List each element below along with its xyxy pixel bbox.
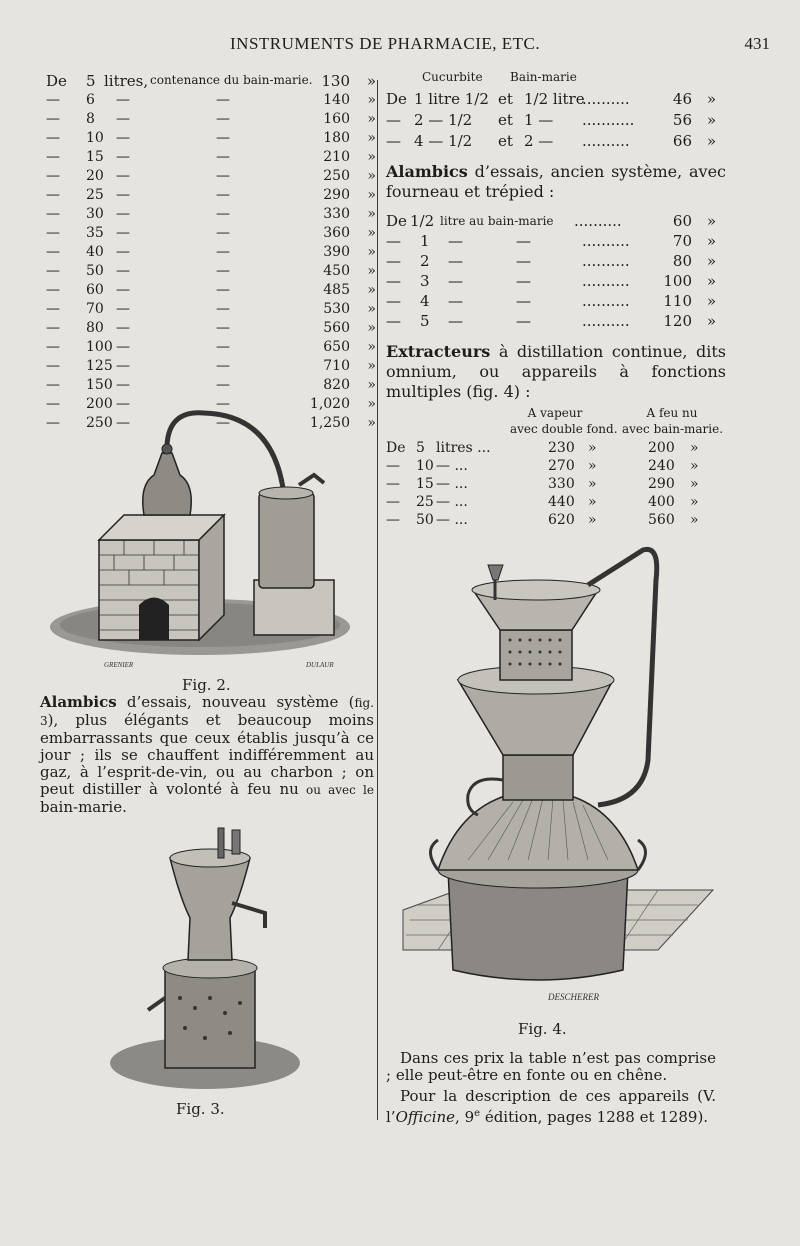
row-price: 160 <box>323 111 350 127</box>
fig4-signature: DESCHERER <box>548 992 599 1002</box>
row-et: et <box>498 111 513 129</box>
row-prefix: — <box>386 512 400 528</box>
row-dash: — <box>46 206 60 222</box>
para-text: à feu nu <box>230 780 299 798</box>
row-litres: 250 <box>86 415 113 431</box>
extracteurs-row <box>386 512 720 532</box>
row-litres: 80 <box>86 320 104 336</box>
extracteurs-col2-header <box>622 405 722 437</box>
extracteurs-col1-header <box>510 405 618 437</box>
row-num: 2 <box>420 252 430 270</box>
row-dash: — <box>116 168 130 184</box>
fig4-caption: Fig. 4. <box>518 1020 567 1038</box>
left-table-row <box>46 282 376 302</box>
row-dash: — <box>216 149 230 165</box>
row-label: — ... <box>436 494 468 510</box>
fig4-illustration <box>398 540 718 1010</box>
row-dash: — <box>46 301 60 317</box>
extracteurs-row <box>386 458 720 478</box>
left-table-first-row <box>46 72 376 90</box>
section-text: d’essais, ancien système, avec fourneau et trépied : <box>386 162 726 201</box>
row-price-feu-nu: 240 <box>648 458 675 474</box>
row-litres: 8 <box>86 111 95 127</box>
row-dash: — <box>46 396 60 412</box>
row-bain-marie: 1/2 litre <box>524 90 585 108</box>
row-num: 5 <box>420 312 430 330</box>
row-dash: — <box>216 168 230 184</box>
para-text: bain-marie. <box>40 798 127 816</box>
row-note: contenance du bain-marie. <box>150 73 313 87</box>
row-unit: » <box>690 440 699 456</box>
row-dash: — <box>46 130 60 146</box>
row-unit: » <box>367 282 376 298</box>
extracteurs-row <box>386 476 720 496</box>
fig2-signature-right: DULAUR <box>306 661 334 669</box>
row-et: et <box>498 90 513 108</box>
row-dash: — <box>448 272 463 290</box>
row-dash: — <box>216 130 230 146</box>
row-price: 710 <box>323 358 350 374</box>
closing-text: édition, pages 1288 et 1289). <box>480 1108 709 1126</box>
column-divider <box>377 80 378 1120</box>
row-dots: .......... <box>582 272 630 290</box>
book-title: Officine <box>395 1108 456 1126</box>
row-unit: » <box>588 440 597 456</box>
row-unit: » <box>367 130 376 146</box>
running-head <box>0 34 800 58</box>
row-dash: — <box>46 377 60 393</box>
fig2-signature-left: GRENIER <box>104 661 134 669</box>
row-litres: 25 <box>416 494 434 510</box>
row-litres: 15 <box>416 476 434 492</box>
row-price-vapeur: 230 <box>548 440 575 456</box>
left-table-row <box>46 301 376 321</box>
row-litres: 125 <box>86 358 113 374</box>
row-litres: 70 <box>86 301 104 317</box>
row-num: 1 <box>420 232 430 250</box>
row-prefix: — <box>386 476 400 492</box>
row-dash: — <box>216 282 230 298</box>
row-dash: — <box>216 92 230 108</box>
row-dash: — <box>46 339 60 355</box>
row-litres: 50 <box>86 263 104 279</box>
col-header-line: avec double fond. <box>510 422 618 436</box>
page-number: 431 <box>744 34 770 53</box>
row-dash: — <box>448 292 463 310</box>
closing-sup: e <box>474 1108 481 1119</box>
row-dash: — <box>116 92 130 108</box>
row-num: 4 <box>420 292 430 310</box>
row-unit: » <box>588 458 597 474</box>
row-price: 1,020 <box>309 396 350 412</box>
row-unit: » <box>367 244 376 260</box>
row-bain-marie: 2 — <box>524 132 554 150</box>
row-unit: » <box>367 377 376 393</box>
row-cucurbite: 2 — 1/2 <box>414 111 473 129</box>
row-price: 80 <box>672 252 692 270</box>
row-dash: — <box>516 272 531 290</box>
row-price-feu-nu: 200 <box>648 440 675 456</box>
row-price: 560 <box>323 320 350 336</box>
row-dash: — <box>46 415 60 431</box>
row-price-feu-nu: 560 <box>648 512 675 528</box>
para-text: ou avec le <box>298 783 374 797</box>
ancien-row <box>386 292 720 312</box>
row-dash: — <box>116 358 130 374</box>
closing-paragraph-2 <box>386 1088 716 1126</box>
row-unit: » <box>706 292 716 310</box>
row-dash: — <box>216 263 230 279</box>
closing-text: Dans ces prix la table n’est pas comprise ; elle peut-être en fonte ou en chêne. <box>386 1049 716 1084</box>
row-unit: » <box>367 111 376 127</box>
row-litres: 6 <box>86 92 95 108</box>
row-bain-marie: 1 — <box>524 111 554 129</box>
row-litres: 100 <box>86 339 113 355</box>
row-price: 530 <box>323 301 350 317</box>
closing-paragraph-1 <box>386 1050 716 1084</box>
row-dash: — <box>46 168 60 184</box>
left-table-row <box>46 130 376 150</box>
row-price-vapeur: 440 <box>548 494 575 510</box>
left-table-row <box>46 263 376 283</box>
ancien-row <box>386 232 720 252</box>
row-label: — ... <box>436 476 468 492</box>
row-price: 250 <box>323 168 350 184</box>
row-prefix: — <box>386 494 400 510</box>
row-price: 390 <box>323 244 350 260</box>
row-dash: — <box>216 225 230 241</box>
left-table-row <box>46 320 376 340</box>
row-price: 180 <box>323 130 350 146</box>
right-top-row <box>386 132 720 152</box>
row-dash: — <box>448 232 463 250</box>
row-litres: 30 <box>86 206 104 222</box>
row-dash: — <box>116 206 130 222</box>
row-litres: 5 <box>416 440 425 456</box>
figure-reference: fig. 3 <box>40 696 374 728</box>
row-price-vapeur: 330 <box>548 476 575 492</box>
header-cucurbite: Cucurbite <box>422 70 483 84</box>
row-num: 1/2 <box>410 212 435 230</box>
row-dash: — <box>386 312 401 330</box>
row-label: — ... <box>436 458 468 474</box>
row-unit: » <box>706 132 716 150</box>
row-litres: 200 <box>86 396 113 412</box>
row-litres: 50 <box>416 512 434 528</box>
row-dash: — <box>46 244 60 260</box>
row-prefix: De <box>46 72 67 90</box>
row-litres: 10 <box>86 130 104 146</box>
row-num: 3 <box>420 272 430 290</box>
row-dash: — <box>216 358 230 374</box>
row-unit: » <box>367 358 376 374</box>
row-dash: — <box>46 282 60 298</box>
ancien-first-row <box>386 212 720 232</box>
row-dash: — <box>46 358 60 374</box>
row-price: 1,250 <box>309 415 350 431</box>
row-price: 110 <box>663 292 692 310</box>
row-dots: .......... <box>582 252 630 270</box>
left-table-row <box>46 358 376 378</box>
row-price-vapeur: 270 <box>548 458 575 474</box>
row-dots: .......... <box>582 132 630 150</box>
row-dots: .......... <box>582 312 630 330</box>
row-unit: » <box>367 263 376 279</box>
row-dash: — <box>116 415 130 431</box>
left-table-row <box>46 149 376 169</box>
row-litres: 150 <box>86 377 113 393</box>
row-dots: .......... <box>574 212 622 230</box>
row-litres: 15 <box>86 149 104 165</box>
row-dash: — <box>116 301 130 317</box>
row-unit: » <box>690 458 699 474</box>
row-dash: — <box>216 320 230 336</box>
row-unit: » <box>367 206 376 222</box>
left-table-row <box>46 225 376 245</box>
left-table-row <box>46 187 376 207</box>
left-table-row <box>46 244 376 264</box>
fig3-caption: Fig. 3. <box>176 1100 225 1118</box>
term-extracteurs: Extracteurs <box>386 342 491 361</box>
row-dash: — <box>386 292 401 310</box>
term-alambics: Alambics <box>40 693 117 711</box>
row-dash: — <box>116 130 130 146</box>
row-dash: — <box>46 263 60 279</box>
closing-text: Pour la description de ces appareils (V. l’ <box>386 1087 716 1126</box>
row-unit: » <box>706 252 716 270</box>
ancien-row <box>386 312 720 332</box>
row-dots: .......... <box>582 90 630 108</box>
ancien-row <box>386 252 720 272</box>
col-header-line: A vapeur <box>527 406 583 420</box>
row-litres: 10 <box>416 458 434 474</box>
row-litres: 5 <box>86 72 96 90</box>
row-dash: — <box>46 111 60 127</box>
row-dash: — <box>116 187 130 203</box>
row-prefix: De <box>386 212 407 230</box>
row-dash: — <box>216 111 230 127</box>
row-prefix: — <box>386 132 401 150</box>
row-dash: — <box>116 149 130 165</box>
row-note: litre au bain-marie <box>440 214 554 228</box>
row-unit: » <box>366 72 376 90</box>
right-top-row <box>386 90 720 110</box>
row-price: 56 <box>672 111 692 129</box>
row-unit: » <box>690 512 699 528</box>
row-price: 360 <box>323 225 350 241</box>
row-price: 140 <box>323 92 350 108</box>
row-price: 290 <box>323 187 350 203</box>
row-dash: — <box>116 225 130 241</box>
header-bain-marie: Bain-marie <box>510 70 577 84</box>
row-price: 210 <box>323 149 350 165</box>
row-price: 60 <box>672 212 692 230</box>
left-table-row <box>46 339 376 359</box>
section-text: à distillation continue, dits omnium, ou appareils à fonctions multiples (fig. 4) : <box>386 342 726 401</box>
row-litres: 40 <box>86 244 104 260</box>
row-dash: — <box>386 252 401 270</box>
row-dash: — <box>448 252 463 270</box>
extracteurs-row <box>386 494 720 514</box>
row-dash: — <box>116 320 130 336</box>
running-head-title: INSTRUMENTS DE PHARMACIE, ETC. <box>230 34 541 53</box>
extracteurs-row <box>386 440 720 460</box>
row-unit: » <box>367 168 376 184</box>
row-dots: ........... <box>582 111 635 129</box>
row-dash: — <box>116 244 130 260</box>
row-litres: 20 <box>86 168 104 184</box>
left-table-row <box>46 206 376 226</box>
row-prefix: De <box>386 90 407 108</box>
row-dash: — <box>116 263 130 279</box>
row-cucurbite: 1 litre 1/2 <box>414 90 489 108</box>
row-dash: — <box>116 339 130 355</box>
row-label: litres ... <box>436 440 491 456</box>
row-dash: — <box>386 232 401 250</box>
row-unit: » <box>367 339 376 355</box>
row-price-vapeur: 620 <box>548 512 575 528</box>
row-dash: — <box>516 252 531 270</box>
row-dash: — <box>386 272 401 290</box>
row-price: 100 <box>663 272 692 290</box>
row-label: litres, <box>104 72 149 90</box>
row-prefix: — <box>386 111 401 129</box>
row-unit: » <box>706 111 716 129</box>
para-text: d’essais, nouveau système ( <box>116 693 355 711</box>
row-price: 70 <box>672 232 692 250</box>
alambics-new-paragraph <box>40 694 374 816</box>
row-price: 120 <box>663 312 692 330</box>
extracteurs-title <box>386 342 726 402</box>
fig2-caption: Fig. 2. <box>182 676 231 694</box>
row-dash: — <box>46 92 60 108</box>
row-unit: » <box>367 92 376 108</box>
row-price: 130 <box>321 72 350 90</box>
row-unit: » <box>706 272 716 290</box>
row-price: 450 <box>323 263 350 279</box>
row-unit: » <box>367 225 376 241</box>
row-dash: — <box>216 396 230 412</box>
row-dash: — <box>516 292 531 310</box>
row-unit: » <box>367 149 376 165</box>
row-price: 66 <box>672 132 692 150</box>
row-prefix: — <box>386 458 400 474</box>
fig2-illustration <box>44 405 356 673</box>
row-dash: — <box>216 187 230 203</box>
row-unit: » <box>706 232 716 250</box>
left-table-row <box>46 111 376 131</box>
row-dash: — <box>216 301 230 317</box>
closing-text: , 9 <box>455 1108 475 1126</box>
row-unit: » <box>367 301 376 317</box>
row-dash: — <box>46 149 60 165</box>
row-dash: — <box>516 232 531 250</box>
left-table-row <box>46 92 376 112</box>
row-unit: » <box>367 320 376 336</box>
row-litres: 25 <box>86 187 104 203</box>
para-text: ), plus élégants et beaucoup moins embarrassants que ceux établis jusqu’à ce jour ; ils se chauffent indifféremment au gaz, à l’esprit-de-vin, ou au charbon ; on peut distiller à volonté <box>40 711 374 798</box>
row-unit: » <box>588 512 597 528</box>
row-litres: 35 <box>86 225 104 241</box>
row-dash: — <box>216 244 230 260</box>
row-dots: .......... <box>582 292 630 310</box>
row-price: 330 <box>323 206 350 222</box>
col-header-line: avec bain-marie. <box>622 422 724 436</box>
row-dash: — <box>116 377 130 393</box>
row-price: 485 <box>323 282 350 298</box>
row-price-feu-nu: 400 <box>648 494 675 510</box>
row-unit: » <box>367 415 376 431</box>
row-dash: — <box>516 312 531 330</box>
row-unit: » <box>690 494 699 510</box>
right-top-row <box>386 111 720 131</box>
row-price-feu-nu: 290 <box>648 476 675 492</box>
row-dash: — <box>216 339 230 355</box>
alambics-ancien-title <box>386 162 726 202</box>
left-table-row <box>46 168 376 188</box>
row-dots: .......... <box>582 232 630 250</box>
row-unit: » <box>706 90 716 108</box>
ancien-row <box>386 272 720 292</box>
row-cucurbite: 4 — 1/2 <box>414 132 473 150</box>
row-unit: » <box>588 476 597 492</box>
row-unit: » <box>690 476 699 492</box>
row-dash: — <box>116 282 130 298</box>
col-header-line: A feu nu <box>646 406 698 420</box>
row-unit: » <box>367 187 376 203</box>
row-dash: — <box>116 396 130 412</box>
row-price: 650 <box>323 339 350 355</box>
row-unit: » <box>367 396 376 412</box>
row-unit: » <box>706 212 716 230</box>
fig3-illustration <box>100 818 310 1098</box>
row-price: 820 <box>323 377 350 393</box>
row-unit: » <box>706 312 716 330</box>
row-price: 46 <box>672 90 692 108</box>
row-dash: — <box>116 111 130 127</box>
row-et: et <box>498 132 513 150</box>
row-dash: — <box>216 377 230 393</box>
left-table-row <box>46 377 376 397</box>
row-dash: — <box>46 187 60 203</box>
row-unit: » <box>588 494 597 510</box>
row-litres: 60 <box>86 282 104 298</box>
row-dash: — <box>448 312 463 330</box>
term-alambics: Alambics <box>386 162 468 181</box>
row-label: — ... <box>436 512 468 528</box>
row-dash: — <box>216 206 230 222</box>
row-dash: — <box>216 415 230 431</box>
row-dash: — <box>46 320 60 336</box>
row-prefix: De <box>386 440 406 456</box>
row-dash: — <box>46 225 60 241</box>
